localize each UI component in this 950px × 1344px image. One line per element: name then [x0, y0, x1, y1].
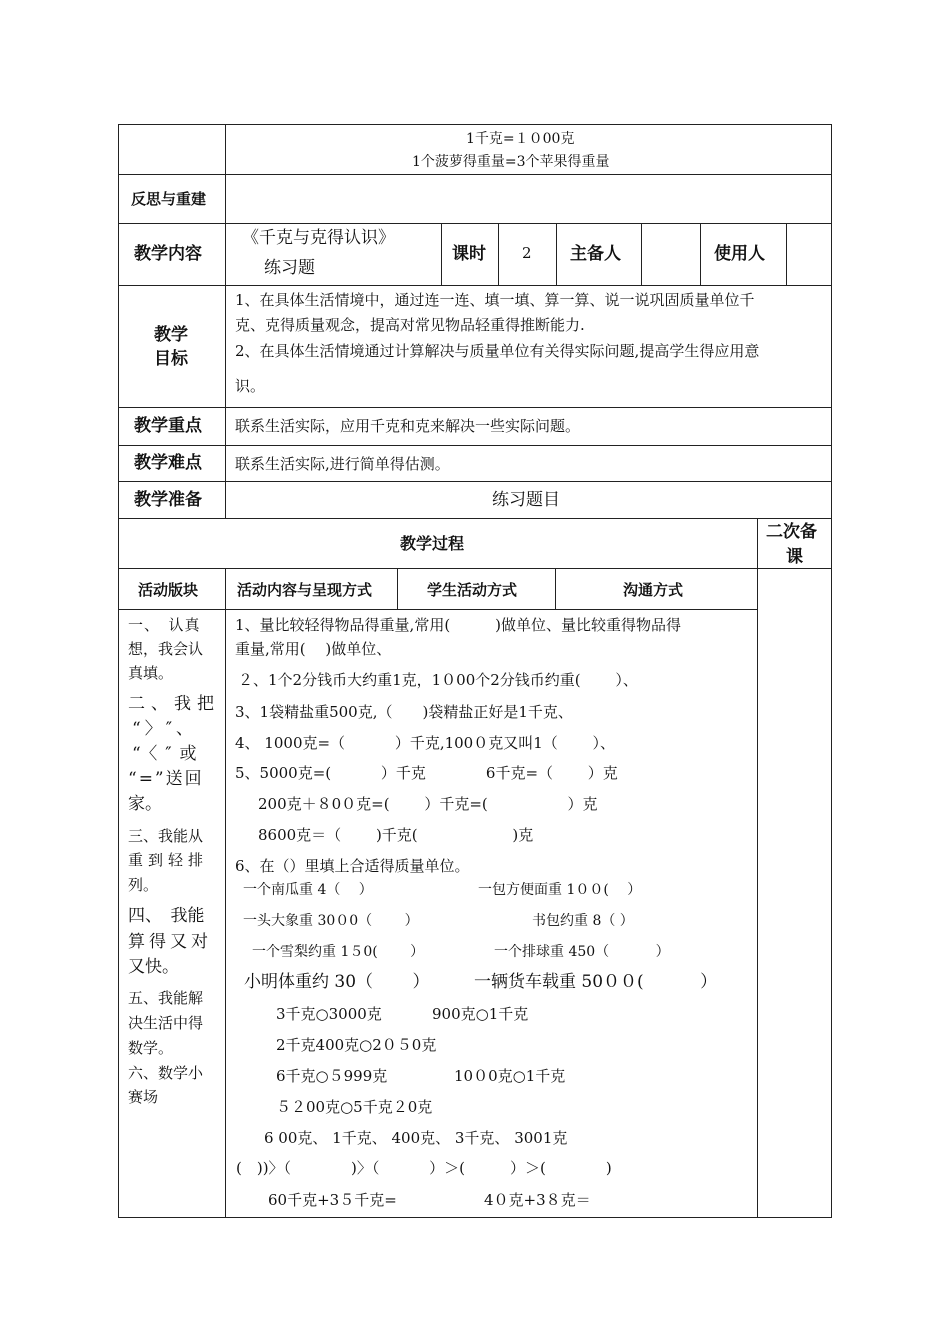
compare-4: ５２00克○5千克２0克 [276, 1098, 433, 1116]
key-point-text: 联系生活实际，应用千克和克来解决一些实际问题。 [235, 417, 581, 435]
block-1-l1: 一、 认真 [128, 616, 201, 634]
block-1-l3: 真填。 [128, 664, 174, 682]
rule [786, 223, 787, 286]
key-point-label: 教学重点 [134, 416, 202, 436]
header-content: 活动内容与呈现方式 [237, 581, 373, 599]
rule [641, 223, 642, 286]
block-5-l2: 决生活中得 [128, 1014, 204, 1032]
rule [498, 223, 499, 286]
prep-label: 教学准备 [134, 490, 202, 510]
unit-1a: 一个南瓜重 4（ ） [243, 882, 373, 898]
preparer-label: 主备人 [570, 244, 621, 264]
block-3-l1: 三、我能从 [128, 827, 204, 845]
goals-label-1: 教学 [154, 325, 188, 345]
rule [555, 568, 556, 610]
block-6-l1: 六、数学小 [128, 1064, 204, 1082]
unit-4a: 小明体重约 30（ ） [244, 972, 430, 992]
exercise-5b: 200克＋８0０克=( ）千克=( ）克 [258, 795, 598, 813]
compare-3a: 6千克○５999克 [276, 1067, 388, 1085]
compare-3b: 10０0克○1千克 [454, 1067, 566, 1085]
unit-2b: 书包约重 8（ ） [532, 913, 634, 929]
reflect-label: 反思与重建 [131, 190, 207, 208]
order-blanks: ( ))〉（ )〉（ ）＞( ）＞( ) [236, 1159, 612, 1177]
rule [441, 223, 442, 286]
block-3-l2: 重到轻排 [128, 851, 209, 869]
goals-line-2: 克、克得质量观念，提高对常见物品轻重得推断能力. [235, 316, 585, 334]
block-3-l3: 列。 [128, 876, 159, 894]
exercise-1b: 重量,常用( )做单位、 [235, 640, 392, 658]
top-line-1: 1千克=１０00克 [466, 131, 575, 147]
block-1-l2: 想，我会认 [128, 640, 204, 658]
period-value: 2 [522, 244, 532, 262]
rule [397, 568, 398, 610]
process-label: 教学过程 [400, 534, 465, 553]
block-2-l3: “〈″或 [132, 744, 205, 764]
unit-3b: 一个排球重 450（ ） [494, 944, 670, 960]
rule [556, 223, 557, 286]
block-2-l4: “=”送回 [128, 769, 204, 789]
block-6-l2: 赛场 [128, 1088, 159, 1106]
block-2-l5: 家。 [128, 794, 162, 814]
rule [700, 223, 701, 286]
top-line-2: 1个菠萝得重量=3个苹果得重量 [412, 154, 610, 170]
goals-line-1: 1、在具体生活情境中，通过连一连、填一填、算一算、说一说巩固质量单位千 [235, 291, 755, 309]
unit-1b: 一包方便面重 1００( ） [478, 882, 642, 898]
header-comm: 沟通方式 [623, 581, 684, 599]
rule [225, 124, 226, 519]
order-items: 6 00克、 1千克、 400克、 3千克、 3001克 [264, 1129, 568, 1147]
content-title-2: 练习题 [264, 258, 315, 278]
exercise-2: ２、1个2分钱币大约重1克，1０00个2分钱币约重( ）、 [238, 671, 638, 689]
goals-label-2: 目标 [154, 349, 188, 369]
block-5-l3: 数学。 [128, 1039, 174, 1057]
goals-line-3: 2、在具体生活情境通过计算解决与质量单位有关得实际问题,提高学生得应用意 [235, 342, 760, 360]
content-label: 教学内容 [134, 244, 202, 264]
block-5-l1: 五、我能解 [128, 989, 204, 1007]
exercise-6: 6、在（）里填上合适得质量单位。 [235, 857, 470, 875]
second-label-2: 课 [786, 547, 803, 567]
difficulty-label: 教学难点 [134, 453, 202, 473]
content-title-1: 《千克与克得认识》 [242, 228, 395, 248]
rule [831, 124, 832, 1218]
exercise-5c: 8600克＝（ )千克( )克 [258, 826, 534, 844]
compare-1b: 900克○1千克 [432, 1005, 529, 1023]
exercise-3: 3、1袋精盐重500克,（ )袋精盐正好是1千克、 [235, 703, 573, 721]
goals-line-4: 识。 [235, 377, 266, 395]
unit-4b: 一辆货车载重 50００( ） [474, 972, 718, 992]
block-2-l1: 二、我把 [128, 694, 220, 714]
block-4-l3: 又快。 [128, 957, 179, 977]
compare-2: 2千克400克○2０５0克 [276, 1036, 437, 1054]
math-1a: 60千克+3５千克= [268, 1191, 397, 1209]
math-1b: 4０克+3８克＝ [484, 1191, 591, 1209]
unit-2a: 一头大象重 30０0（ ） [243, 913, 419, 929]
exercise-5a: 5、5000克=( ）千克 6千克=（ ）克 [235, 764, 618, 782]
block-2-l2: “〉″、 [132, 719, 198, 739]
rule [757, 518, 758, 1218]
header-block: 活动版块 [138, 581, 199, 599]
block-4-l2: 算得又对 [128, 932, 212, 952]
rule [225, 568, 226, 1218]
second-label-1: 二次备 [766, 522, 817, 542]
block-4-l1: 四、 我能 [128, 906, 205, 926]
exercise-4: 4、 1000克=（ ）千克,100０克又叫1（ ）、 [235, 734, 616, 752]
rule [118, 609, 758, 610]
prep-text: 练习题目 [492, 490, 560, 510]
difficulty-text: 联系生活实际,进行简单得估测。 [235, 455, 450, 473]
exercise-1a: 1、量比较轻得物品得重量,常用( )做单位、量比较重得物品得 [235, 616, 682, 634]
rule [118, 124, 119, 1218]
period-label: 课时 [452, 244, 486, 264]
user-label: 使用人 [714, 244, 765, 264]
compare-1a: 3千克○3000克 [276, 1005, 382, 1023]
unit-3a: 一个雪梨约重 1５0( ） [252, 944, 425, 960]
header-student: 学生活动方式 [427, 581, 518, 599]
